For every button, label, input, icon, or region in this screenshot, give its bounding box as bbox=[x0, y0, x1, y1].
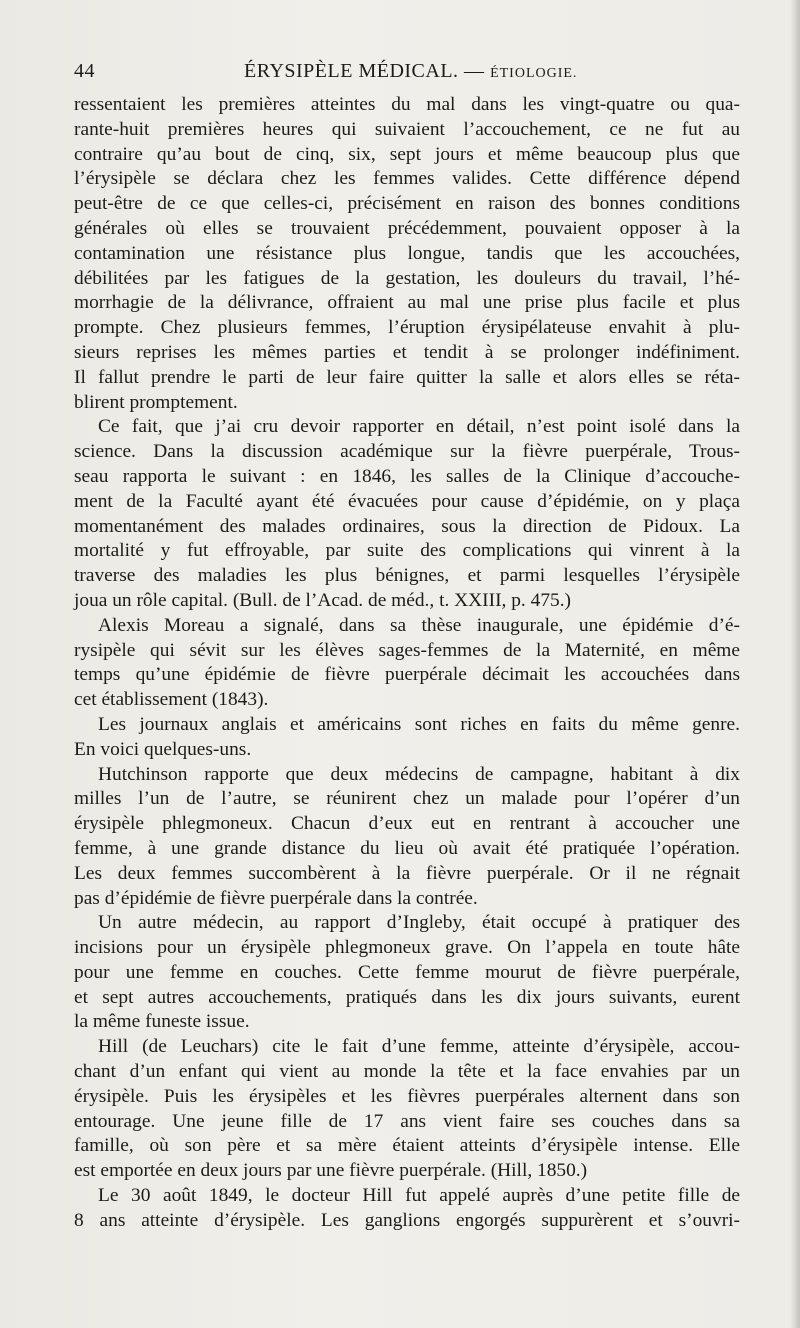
text-line: sieurs reprises les mêmes parties et tendit à se prolonger indéfiniment. bbox=[74, 341, 740, 363]
text-line: rysipèle qui sévit sur les élèves sages-femmes de la Maternité, en même bbox=[74, 639, 740, 661]
text-line: prompte. Chez plusieurs femmes, l’éruption érysipélateuse envahit à plu- bbox=[74, 317, 740, 339]
text-line: pas d’épidémie de fièvre puerpérale dans la contrée. bbox=[74, 887, 478, 909]
text-line: Hutchinson rapporte que deux médecins de campagne, habitant à dix bbox=[98, 763, 740, 785]
text-line: mortalité y fut effroyable, par suite des complications qui vinrent à la bbox=[74, 540, 740, 562]
running-title-section: ÉTIOLOGIE. bbox=[490, 66, 578, 81]
text-line: En voici quelques-uns. bbox=[74, 738, 252, 760]
text-line: la même funeste issue. bbox=[74, 1011, 250, 1033]
text-line: milles l’un de l’autre, se réunirent chez un malade pour l’opérer d’un bbox=[74, 788, 740, 810]
text-line: seau rapporta le suivant : en 1846, les salles de la Clinique d’accouche- bbox=[74, 465, 740, 487]
text-line: Les deux femmes succombèrent à la fièvre puerpérale. Or il ne régnait bbox=[74, 862, 740, 884]
text-line: joua un rôle capital. (Bull. de l’Acad. de méd., t. XXIII, p. 475.) bbox=[74, 589, 572, 611]
text-line: contamination une résistance plus longue, tandis que les accouchées, bbox=[74, 242, 740, 264]
page-number: 44 bbox=[74, 60, 95, 82]
text-line: blirent promptement. bbox=[74, 391, 238, 413]
text-line: entourage. Une jeune fille de 17 ans vient faire ses couches dans sa bbox=[74, 1110, 740, 1132]
text-line: peut-être de ce que celles-ci, précisément en raison des bonnes conditions bbox=[74, 193, 740, 215]
running-title bbox=[244, 60, 577, 83]
text-line: ressentaient les premières atteintes du mal dans les vingt-quatre ou qua- bbox=[74, 94, 740, 115]
running-title-main: ÉRYSIPÈLE MÉDICAL. — bbox=[244, 60, 485, 82]
text-line: rante-huit premières heures qui suivaient l’accouchement, ce ne fut au bbox=[74, 118, 740, 140]
text-line: science. Dans la discussion académique sur la fièvre puerpérale, Trous- bbox=[74, 441, 740, 463]
text-line: générales où elles se trouvaient précédemment, pouvaient opposer à la bbox=[74, 217, 740, 239]
text-line: Hill (de Leuchars) cite le fait d’une femme, atteinte d’érysipèle, accou- bbox=[98, 1036, 740, 1058]
text-line: incisions pour un érysipèle phlegmoneux grave. On l’appela en toute hâte bbox=[74, 937, 740, 959]
page-header bbox=[74, 58, 740, 88]
text-line: chant d’un enfant qui vient au monde la tête et la face envahies par un bbox=[74, 1061, 740, 1083]
text-line: Le 30 août 1849, le docteur Hill fut appelé auprès d’une petite fille de bbox=[98, 1185, 740, 1207]
text-line: est emportée en deux jours par une fièvre puerpérale. (Hill, 1850.) bbox=[74, 1160, 588, 1182]
text-line: Alexis Moreau a signalé, dans sa thèse inaugurale, une épidémie d’é- bbox=[98, 614, 740, 636]
text-line: traverse des maladies les plus bénignes, et parmi lesquelles l’érysipèle bbox=[74, 565, 740, 587]
text-line: famille, où son père et sa mère étaient atteints d’érysipèle intense. Elle bbox=[74, 1135, 740, 1157]
body-text bbox=[74, 93, 740, 1234]
text-line: cet établissement (1843). bbox=[74, 689, 269, 711]
text-line: et sept autres accouchements, pratiqués dans les dix jours suivants, eurent bbox=[74, 986, 740, 1008]
page-edge-shadow bbox=[790, 0, 800, 1328]
text-line: Les journaux anglais et américains sont riches en faits du même genre. bbox=[98, 713, 740, 735]
text-line: l’érysipèle se déclara chez les femmes valides. Cette différence dépend bbox=[74, 168, 740, 190]
text-line: érysipèle phlegmoneux. Chacun d’eux eut en rentrant à accoucher une bbox=[74, 813, 740, 835]
text-line: momentanément des malades ordinaires, sous la direction de Pidoux. La bbox=[74, 515, 740, 537]
text-line: temps qu’une épidémie de fièvre puerpérale décimait les accouchées dans bbox=[74, 664, 740, 686]
text-line: Un autre médecin, au rapport d’Ingleby, était occupé à pratiquer des bbox=[98, 912, 740, 934]
text-line: morrhagie de la délivrance, offraient au mal une prise plus facile et plus bbox=[74, 292, 740, 314]
text-line: pour une femme en couches. Cette femme mourut de fièvre puerpérale, bbox=[74, 961, 740, 983]
text-line: femme, à une grande distance du lieu où avait été pratiquée l’opération. bbox=[74, 837, 740, 859]
text-line: érysipèle. Puis les érysipèles et les fièvres puerpérales alternent dans son bbox=[74, 1085, 740, 1107]
text-line: 8 ans atteinte d’érysipèle. Les ganglions engorgés suppurèrent et s’ouvri- bbox=[74, 1209, 740, 1231]
text-line: ment de la Faculté ayant été évacuées pour cause d’épidémie, on y plaça bbox=[74, 490, 740, 512]
text-line: débilitées par les fatigues de la gestation, les douleurs du travail, l’hé- bbox=[74, 267, 740, 289]
text-line: Ce fait, que j’ai cru devoir rapporter en détail, n’est point isolé dans la bbox=[98, 416, 740, 438]
text-line: contraire qu’au bout de cinq, six, sept jours et même beaucoup plus que bbox=[74, 143, 740, 165]
text-line: Il fallut prendre le parti de leur faire quitter la salle et alors elles se réta- bbox=[74, 366, 740, 388]
